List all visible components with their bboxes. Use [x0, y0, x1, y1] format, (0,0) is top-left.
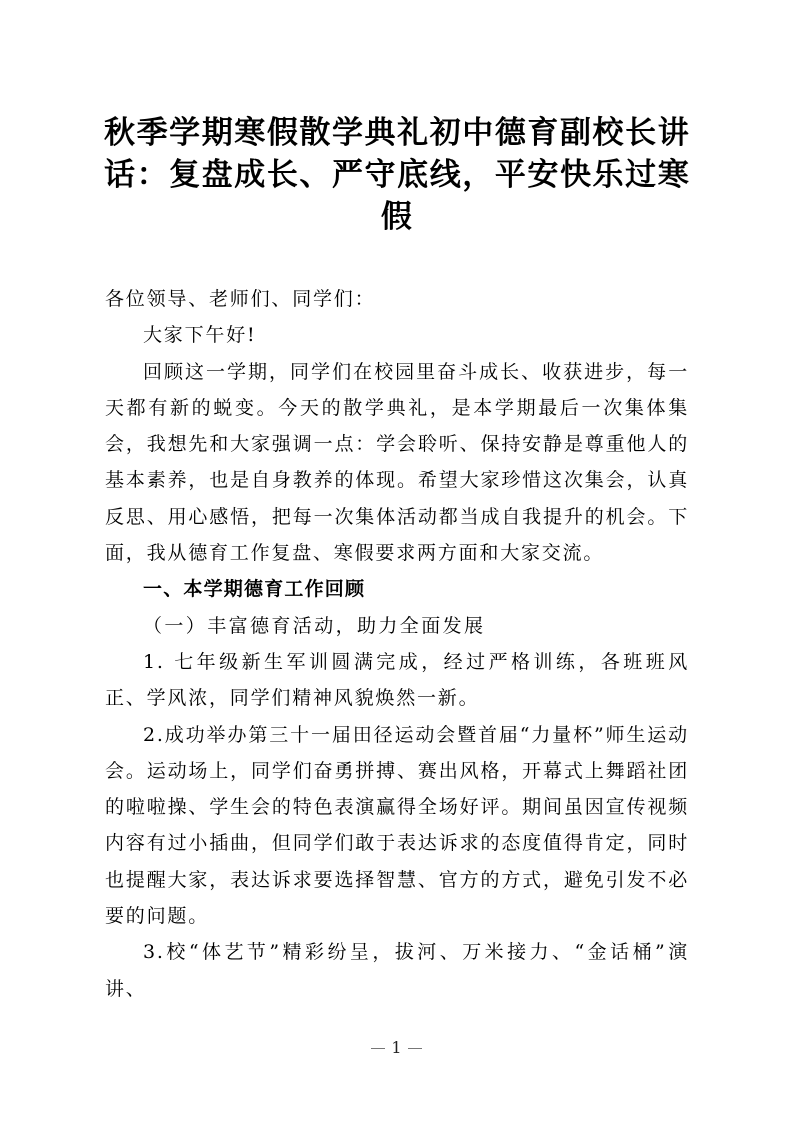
paragraph-item-2: 2.成功举办第三十一届田径运动会暨首届“力量杯”师生运动会。运动场上，同学们奋勇拼搏、赛出风格，开幕式上舞蹈社团的啦啦操、学生会的特色表演赢得全场好评。期间虽因宣传视频内容有过小插曲，但同学们敢于表达诉求的态度值得肯定，同时也提醒大家，表达诉求要选择智慧、官方的方式，避免引发不必要的问题。	[105, 723, 689, 928]
document-title: 秋季学期寒假散学典礼初中德育副校长讲话：复盘成长、严守底线，平安快乐过寒假	[104, 115, 690, 235]
paragraph-item-3: 3.校“体艺节”精彩纷呈，拔河、万米接力、“金话桶”演讲、	[105, 941, 689, 1000]
paragraph-item-1: 1. 七年级新生军训圆满完成，经过严格训练，各班班风正、学风浓，同学们精神风貌焕然一新。	[105, 650, 689, 710]
intro-paragraph: 回顾这一学期，同学们在校园里奋斗成长、收获进步，每一天都有新的蜕变。今天的散学典礼，是本学期最后一次集体集会，我想先和大家强调一点：学会聆听、保持安静是尊重他人的基本素养，也是自身教养的体现。希望大家珍惜这次集会，认真反思、用心感悟，把每一次集体活动都当成自我提升的机会。下面，我从德育工作复盘、寒假要求两方面和大家交流。	[105, 360, 689, 565]
salutation: 各位领导、老师们、同学们：	[105, 288, 376, 310]
footer-dash-right	[408, 1048, 422, 1049]
greeting: 大家下午好!	[143, 324, 257, 347]
section-heading-1: 一、本学期德育工作回顾	[143, 578, 366, 601]
footer-dash-left	[371, 1048, 385, 1049]
page-number: 1	[391, 1038, 402, 1057]
subsection-heading-1: （一）丰富德育活动，助力全面发展	[143, 614, 486, 637]
document-body	[105, 281, 689, 1007]
page-footer	[0, 1038, 793, 1057]
